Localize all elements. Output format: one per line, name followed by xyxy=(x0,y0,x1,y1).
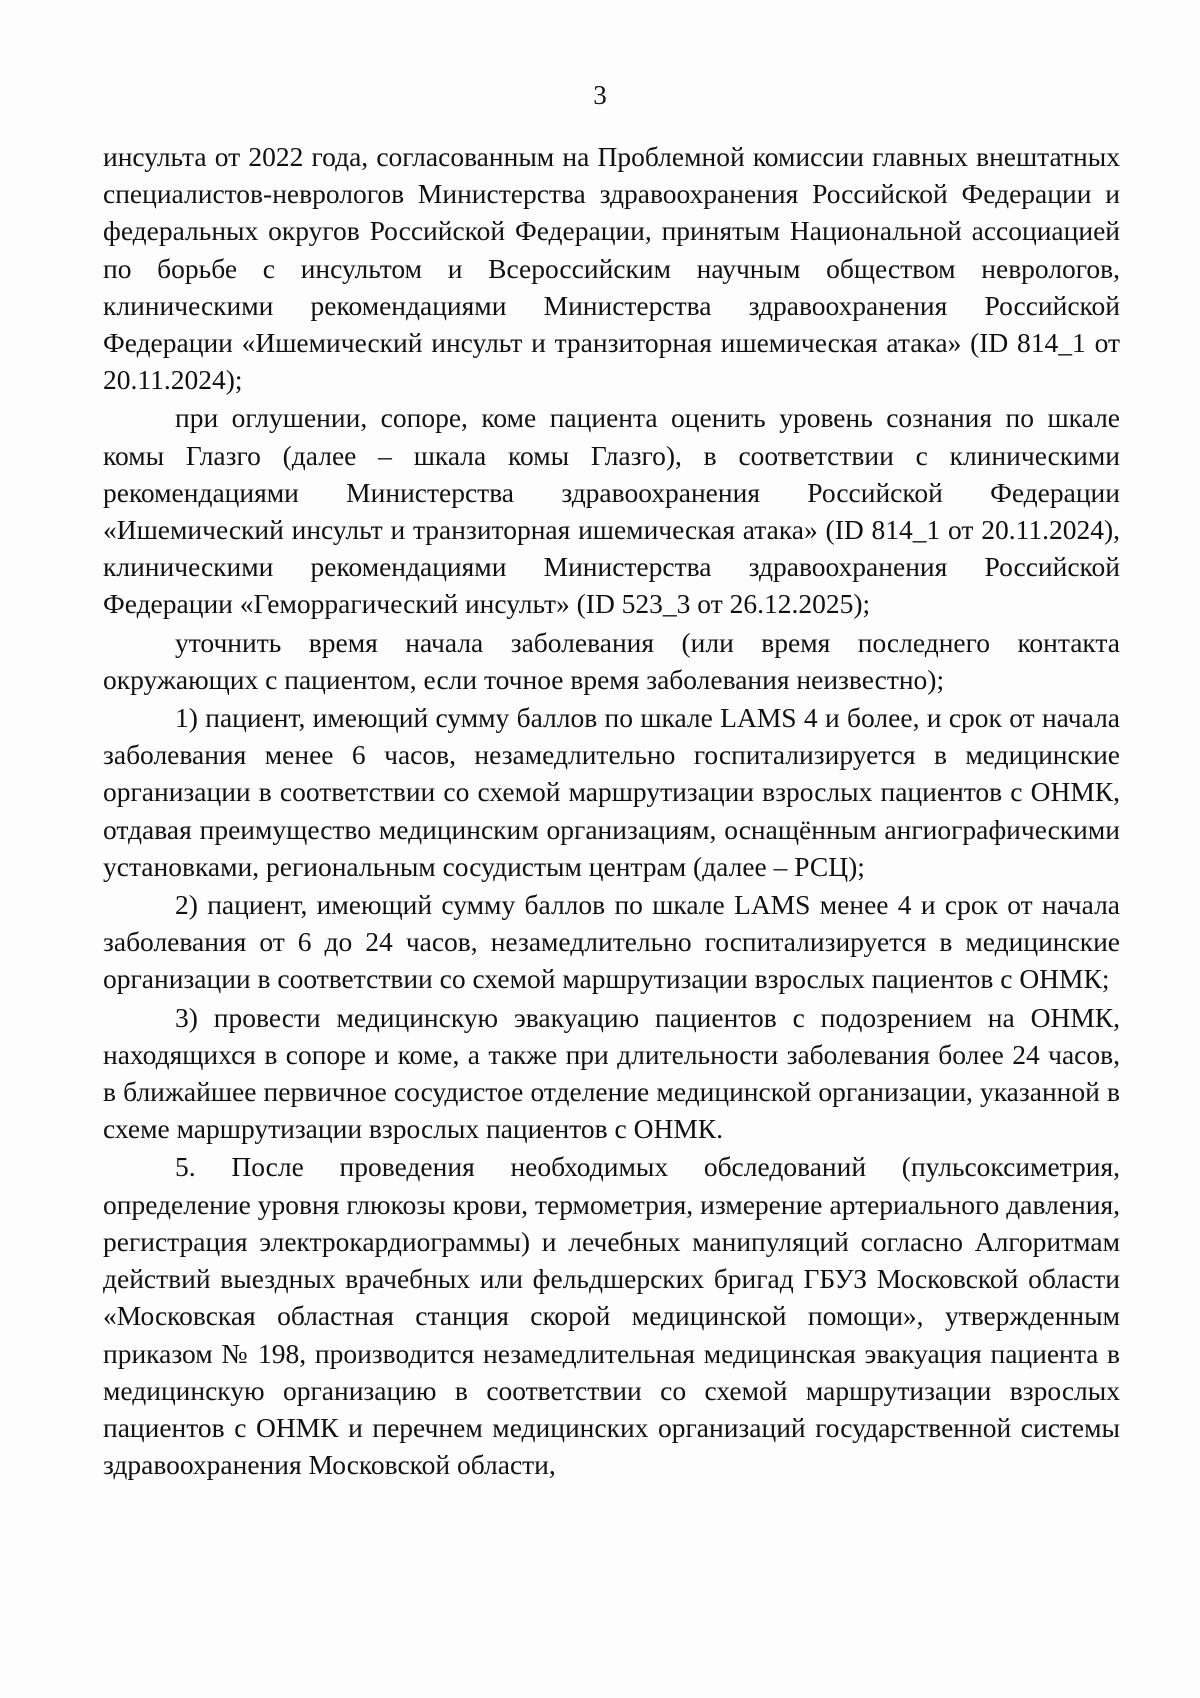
document-body xyxy=(103,138,1120,1483)
list-item-3: 3) провести медицинскую эвакуацию пациентов с подозрением на ОНМК, находящихся в сопоре и коме, а также при длительности заболевания более 24 часов, в ближайшее первичное сосудистое отделение медицинской организации, указанной в схеме маршрутизации взрослых пациентов с ОНМК. xyxy=(103,1001,1120,1145)
paragraph-continuation: инсульта от 2022 года, согласованным на Проблемной комиссии главных внештатных специалистов-неврологов Министерства здравоохранения Российской Федерации и федеральных округов Российской Федерации, принятым Национальной ассоциацией по борьбе с инсультом и Всероссийским научным обществом неврологов, клиническими рекомендациями Министерства здравоохранения Российской Федерации «Ишемический инсульт и транзиторная ишемическая атака» (ID 814_1 от 20.11.2024); xyxy=(103,141,1120,396)
page-number: 3 xyxy=(593,80,607,110)
list-item-1: 1) пациент, имеющий сумму баллов по шкале LAMS 4 и более, и срок от начала заболевания менее 6 часов, незамедлительно госпитализируется в медицинские организации в соответствии со схемой маршрутизации взрослых пациентов с ОНМК, отдавая преимущество медицинским организациям, оснащённым ангиографическими установками, региональным сосудистым центрам (далее – РСЦ); xyxy=(103,702,1120,882)
paragraph-onset-time: уточнить время начала заболевания (или время последнего контакта окружающих с пациентом, если точное время заболевания неизвестно); xyxy=(103,626,1120,695)
section-5-paragraph: 5. После проведения необходимых обследований (пульсоксиметрия, определение уровня глюкозы крови, термометрия, измерение артериального давления, регистрация электрокардиограммы) и лечебных манипуляций согласно Алгоритмам действий выездных врачебных или фельдшерских бригад ГБУЗ Московской области «Московская областная станция скорой медицинской помощи», утвержденным приказом № 198, производится незамедлительная медицинская эвакуация пациента в медицинскую организацию в соответствии со схемой маршрутизации взрослых пациентов с ОНМК и перечнем медицинских организаций государственной системы здравоохранения Московской области, xyxy=(103,1151,1120,1481)
paragraph-consciousness-assessment: при оглушении, сопоре, коме пациента оценить уровень сознания по шкале комы Глазго (далее – шкала комы Глазго), в соответствии с клиническими рекомендациями Министерства здравоохранения Российской Федерации «Ишемический инсульт и транзиторная ишемическая атака» (ID 814_1 от 20.11.2024), клиническими рекомендациями Министерства здравоохранения Российской Федерации «Геморрагический инсульт» (ID 523_3 от 26.12.2025); xyxy=(103,402,1120,620)
list-item-2: 2) пациент, имеющий сумму баллов по шкале LAMS менее 4 и срок от начала заболевания от 6 до 24 часов, незамедлительно госпитализируется в медицинские организации в соответствии со схемой маршрутизации взрослых пациентов с ОНМК; xyxy=(103,889,1120,995)
